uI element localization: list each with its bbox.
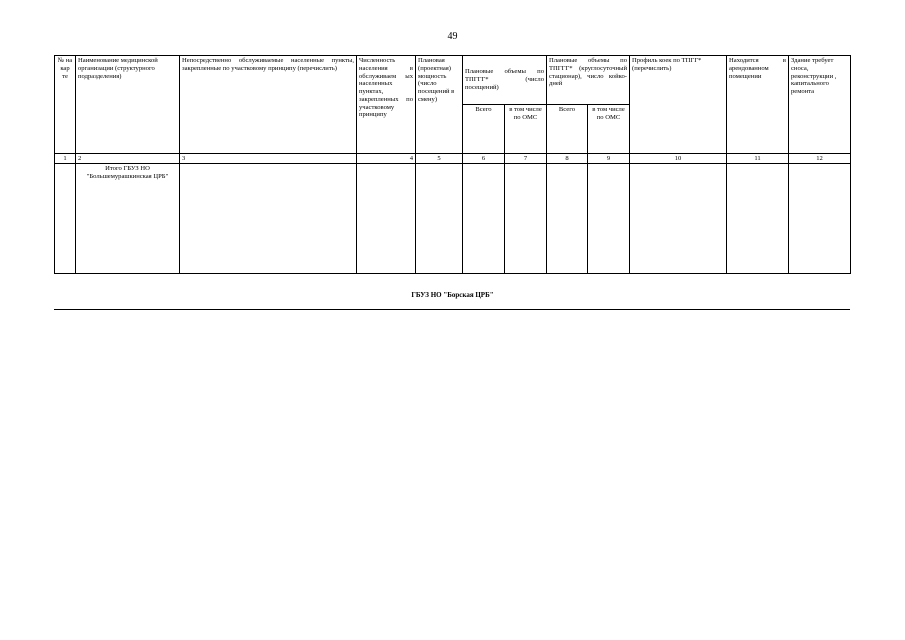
header-population: Численность населения в обслуживаем ых населенных пунктах, закрепленных по участковому принципу	[357, 56, 416, 154]
cell-bed-profile	[630, 164, 727, 274]
column-number: 3	[180, 154, 357, 164]
column-number: 5	[416, 154, 463, 164]
page-number: 49	[447, 31, 458, 42]
column-number: 7	[505, 154, 547, 164]
column-number: 6	[463, 154, 505, 164]
header-card-number: № на кар те	[55, 56, 76, 154]
horizontal-rule	[54, 309, 850, 310]
column-number: 10	[630, 154, 727, 164]
header-visits-oms: в том числе по ОМС	[505, 105, 547, 154]
header-row-1	[55, 56, 851, 105]
hospital-plan-table	[54, 55, 851, 274]
cell-visits-total	[463, 164, 505, 274]
column-number: 12	[789, 154, 851, 164]
column-number: 2	[76, 154, 180, 164]
cell-planned-capacity	[416, 164, 463, 274]
header-building-condition: Здание требует сноса, реконструкции , капитального ремонта	[789, 56, 851, 154]
cell-population	[357, 164, 416, 274]
column-number: 11	[727, 154, 789, 164]
column-numbers-row	[55, 154, 851, 164]
cell-settlements	[180, 164, 357, 274]
header-bed-days-total: Всего	[547, 105, 588, 154]
cell-building-condition	[789, 164, 851, 274]
header-bed-days-volume: Плановые объемы по ТПГГГ* (круглосуточный стационар), число койко-дней	[547, 56, 630, 105]
table-row	[55, 164, 851, 274]
header-bed-profile: Профиль коек по ТПГГ* (перечислить)	[630, 56, 727, 154]
cell-rented-premises	[727, 164, 789, 274]
header-visits-volume: Плановые объемы по ТПГГГ* (число посещений)	[463, 56, 547, 105]
header-organization-name: Наименование медицинской организации (структурного подразделения)	[76, 56, 180, 154]
header-visits-total: Всего	[463, 105, 505, 154]
header-bed-days-oms: в том числе по ОМС	[588, 105, 630, 154]
column-number: 4	[357, 154, 416, 164]
cell-organization-name: Итого ГБУЗ НО "Большемурашкинская ЦРБ"	[76, 164, 180, 274]
column-number: 1	[55, 154, 76, 164]
cell-card-number	[55, 164, 76, 274]
cell-bed-days-total	[547, 164, 588, 274]
section-title: ГБУЗ НО "Борская ЦРБ"	[411, 291, 494, 299]
header-rented-premises: Находится в арендованном помещении	[727, 56, 789, 154]
column-number: 8	[547, 154, 588, 164]
cell-bed-days-oms	[588, 164, 630, 274]
column-number: 9	[588, 154, 630, 164]
cell-visits-oms	[505, 164, 547, 274]
header-planned-capacity: Плановая (проектная) мощность (число посещений в смену)	[416, 56, 463, 154]
header-settlements: Непосредственно обслуживаемые населенные пункты, закрепленные по участковому принципу (перечислить)	[180, 56, 357, 154]
